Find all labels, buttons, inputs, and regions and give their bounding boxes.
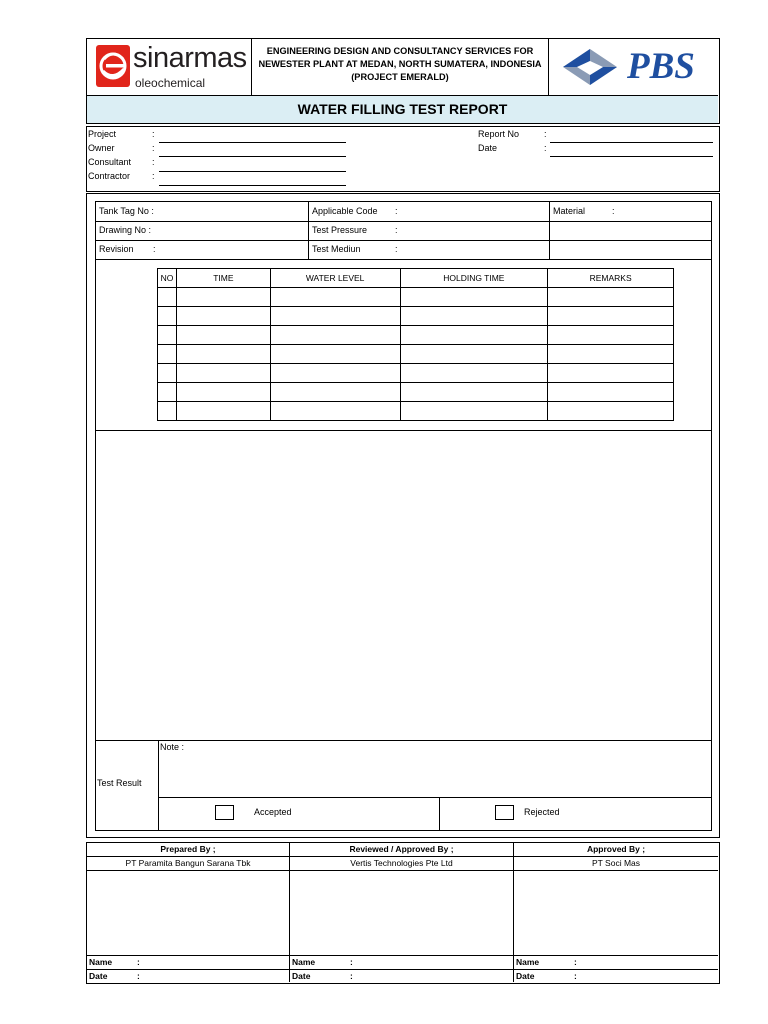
reviewed-by-company: Vertis Technologies Pte Ltd — [350, 858, 453, 868]
prepared-by-name-label: Name — [89, 957, 113, 967]
report-no-sep: : — [544, 129, 547, 139]
consultant-label: Consultant — [88, 157, 132, 167]
reviewed-by-heading: Reviewed / Approved By ; — [349, 844, 454, 854]
prepared-by-signature[interactable] — [87, 871, 289, 955]
table-row — [158, 307, 674, 326]
revision-label: Revision — [99, 244, 134, 254]
contractor-field[interactable] — [159, 185, 346, 186]
rejected-checkbox[interactable] — [495, 805, 514, 820]
report-no-label: Report No — [478, 129, 520, 139]
sketch-area[interactable] — [96, 431, 711, 740]
company-name: sinarmas — [133, 42, 247, 74]
col-water-level-header: WATER LEVEL — [270, 269, 400, 288]
reviewed-by-name-sep: : — [350, 957, 353, 967]
table-row — [158, 345, 674, 364]
prepared-by-company: PT Paramita Bangun Sarana Tbk — [125, 858, 251, 868]
project-title — [252, 39, 549, 95]
approved-by-date-sep: : — [574, 971, 577, 981]
table-row — [158, 288, 674, 307]
approved-by-name-label: Name — [516, 957, 540, 967]
material-sep: : — [612, 206, 615, 216]
prepared-by-name-sep: : — [137, 957, 140, 967]
project-info-block — [86, 126, 720, 192]
prepared-by-date-label: Date — [89, 971, 108, 981]
consultant-sep: : — [152, 157, 155, 167]
approved-by-name-sep: : — [574, 957, 577, 967]
table-row — [158, 326, 674, 345]
revision-sep: : — [153, 244, 156, 254]
details-table — [95, 201, 712, 260]
note-field[interactable] — [160, 754, 710, 796]
date-label: Date — [478, 143, 498, 153]
contractor-sep: : — [152, 171, 155, 181]
test-details-block — [86, 193, 720, 838]
project-sep: : — [152, 129, 155, 139]
drawing-no-label: Drawing No : — [99, 225, 152, 235]
test-frame — [95, 259, 712, 831]
project-label: Project — [88, 129, 117, 139]
company-sub: oleochemical — [135, 76, 206, 90]
sinarmas-logo — [87, 39, 252, 95]
note-label: Note : — [160, 742, 185, 752]
report-title: WATER FILLING TEST REPORT — [87, 95, 718, 123]
owner-sep: : — [152, 143, 155, 153]
report-no-field[interactable] — [550, 142, 713, 143]
sinarmas-logo-icon — [96, 45, 130, 87]
accepted-label: Accepted — [254, 807, 292, 817]
rejected-label: Rejected — [524, 807, 560, 817]
col-no-header: NO — [158, 269, 177, 288]
table-row — [158, 383, 674, 402]
signature-block — [86, 842, 720, 984]
project-title-line-1: ENGINEERING DESIGN AND CONSULTANCY SERVICES FOR — [266, 46, 534, 56]
prepared-by-date-sep: : — [137, 971, 140, 981]
pbs-logo-icon — [559, 45, 621, 89]
water-level-table — [157, 268, 674, 421]
accepted-checkbox[interactable] — [215, 805, 234, 820]
table-row — [158, 364, 674, 383]
partner-logo-text: PBS — [627, 46, 695, 87]
project-field[interactable] — [159, 142, 346, 143]
reviewed-by-name-label: Name — [292, 957, 316, 967]
approved-by-signature[interactable] — [514, 871, 718, 955]
project-title-line-3: (PROJECT EMERALD) — [351, 72, 449, 82]
reviewed-by-signature[interactable] — [290, 871, 513, 955]
col-holding-time-header: HOLDING TIME — [400, 269, 548, 288]
col-time-header: TIME — [176, 269, 270, 288]
approved-by-company: PT Soci Mas — [591, 858, 641, 868]
project-title-line-2: NEWESTER PLANT AT MEDAN, NORTH SUMATERA, INDONESIA — [258, 59, 542, 69]
table-row — [158, 402, 674, 421]
pbs-logo — [549, 39, 719, 95]
prepared-by-heading: Prepared By ; — [160, 844, 216, 854]
approved-by-heading: Approved By ; — [586, 844, 646, 854]
consultant-field[interactable] — [159, 171, 346, 172]
test-pressure-sep: : — [395, 225, 398, 235]
report-header — [86, 38, 720, 124]
date-sep: : — [544, 143, 547, 153]
tank-tag-label: Tank Tag No : — [99, 206, 154, 216]
owner-label: Owner — [88, 143, 115, 153]
contractor-label: Contractor — [88, 171, 131, 181]
date-field[interactable] — [550, 156, 713, 157]
applicable-code-label: Applicable Code — [312, 206, 378, 216]
material-label: Material — [553, 206, 586, 216]
test-pressure-label: Test Pressure — [312, 225, 368, 235]
reviewed-by-date-label: Date — [292, 971, 311, 981]
reviewed-by-date-sep: : — [350, 971, 353, 981]
approved-by-date-label: Date — [516, 971, 535, 981]
test-medium-label: Test Mediun — [312, 244, 361, 254]
owner-field[interactable] — [159, 156, 346, 157]
test-result-label: Test Result — [97, 778, 142, 788]
test-medium-sep: : — [395, 244, 398, 254]
applicable-code-sep: : — [395, 206, 398, 216]
col-remarks-header: REMARKS — [548, 269, 674, 288]
